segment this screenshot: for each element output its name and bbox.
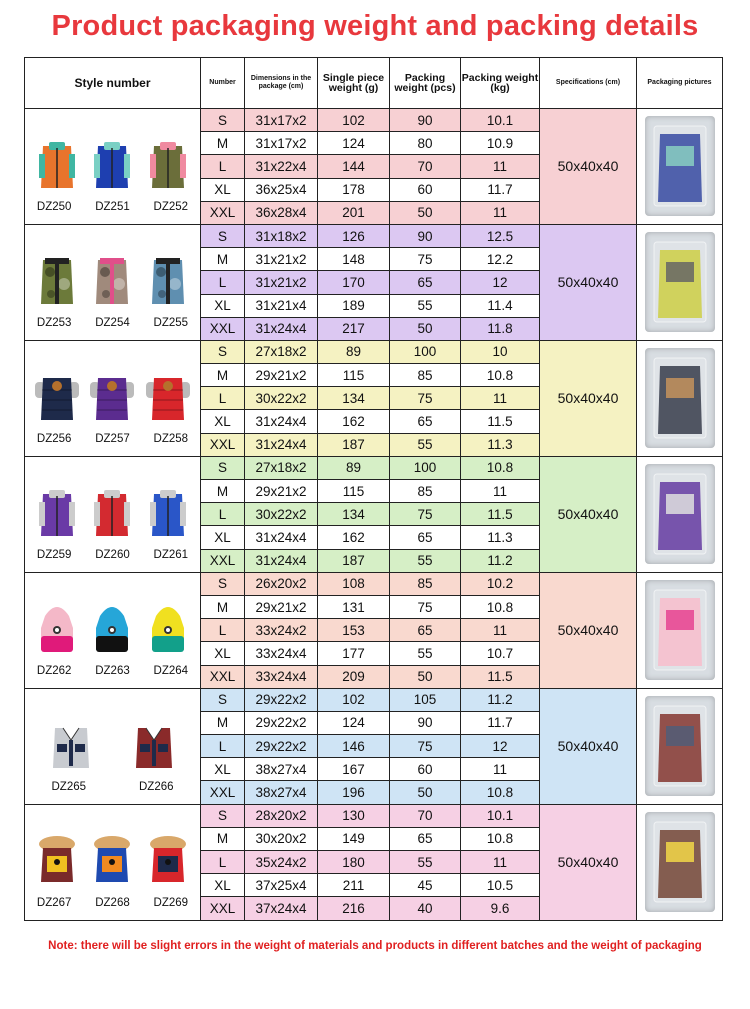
style-cell bbox=[25, 109, 201, 225]
header-packing-pcs: Packing weight (pcs) bbox=[390, 58, 461, 109]
packing-kg-cell: 11 bbox=[461, 387, 540, 410]
style-code: DZ258 bbox=[153, 433, 189, 446]
packing-pcs-cell: 70 bbox=[390, 155, 461, 178]
style-code: DZ263 bbox=[95, 665, 130, 678]
header-number: Number bbox=[201, 58, 245, 109]
dimensions-cell: 38x27x4 bbox=[245, 758, 318, 781]
size-cell: XL bbox=[201, 294, 245, 317]
dimensions-cell: 31x22x4 bbox=[245, 155, 318, 178]
dimensions-cell: 31x21x2 bbox=[245, 248, 318, 271]
single-weight-cell: 124 bbox=[318, 711, 390, 734]
header-dimensions: Dimensions in the package (cm) bbox=[245, 58, 318, 109]
garment-image bbox=[146, 366, 190, 429]
style-code: DZ259 bbox=[36, 549, 72, 562]
packaging-picture bbox=[637, 224, 723, 340]
single-weight-cell: 134 bbox=[318, 387, 390, 410]
style-code: DZ262 bbox=[36, 665, 72, 678]
size-cell: XL bbox=[201, 410, 245, 433]
size-cell: L bbox=[201, 735, 245, 758]
single-weight-cell: 201 bbox=[318, 201, 390, 224]
size-cell: XL bbox=[201, 526, 245, 549]
garment-image bbox=[49, 714, 93, 777]
packing-kg-cell: 11 bbox=[461, 480, 540, 503]
style-code: DZ266 bbox=[138, 781, 174, 794]
packing-kg-cell: 10 bbox=[461, 340, 540, 363]
garment-image bbox=[132, 714, 176, 777]
garment-image bbox=[146, 598, 190, 661]
single-weight-cell: 177 bbox=[318, 642, 390, 665]
dimensions-cell: 31x18x2 bbox=[245, 224, 318, 247]
packing-kg-cell: 11.2 bbox=[461, 549, 540, 572]
header-single-weight: Single piece weight (g) bbox=[318, 58, 390, 109]
single-weight-cell: 115 bbox=[318, 480, 390, 503]
single-weight-cell: 187 bbox=[318, 549, 390, 572]
packing-kg-cell: 10.9 bbox=[461, 132, 540, 155]
packing-kg-cell: 10.8 bbox=[461, 595, 540, 618]
dimensions-cell: 28x20x2 bbox=[245, 804, 318, 827]
packaging-picture bbox=[637, 456, 723, 572]
specification-cell: 50x40x40 bbox=[540, 572, 637, 688]
packing-pcs-cell: 50 bbox=[390, 781, 461, 804]
table-row bbox=[25, 572, 723, 595]
table-row bbox=[25, 688, 723, 711]
single-weight-cell: 144 bbox=[318, 155, 390, 178]
size-cell: M bbox=[201, 132, 245, 155]
single-weight-cell: 162 bbox=[318, 526, 390, 549]
size-cell: S bbox=[201, 804, 245, 827]
packing-pcs-cell: 100 bbox=[390, 456, 461, 479]
dimensions-cell: 37x25x4 bbox=[245, 874, 318, 897]
packing-kg-cell: 11.8 bbox=[461, 317, 540, 340]
style-code: DZ267 bbox=[36, 897, 72, 910]
garment-image bbox=[90, 830, 134, 893]
style-code: DZ260 bbox=[95, 549, 130, 562]
table-row bbox=[25, 804, 723, 827]
size-cell: XXL bbox=[201, 433, 245, 456]
dimensions-cell: 29x22x2 bbox=[245, 688, 318, 711]
packing-pcs-cell: 75 bbox=[390, 595, 461, 618]
size-cell: S bbox=[201, 109, 245, 132]
size-cell: S bbox=[201, 572, 245, 595]
packing-kg-cell: 10.8 bbox=[461, 364, 540, 387]
packing-table bbox=[24, 57, 723, 921]
packing-pcs-cell: 65 bbox=[390, 526, 461, 549]
single-weight-cell: 89 bbox=[318, 340, 390, 363]
packing-pcs-cell: 90 bbox=[390, 224, 461, 247]
garment-image bbox=[90, 250, 134, 313]
single-weight-cell: 149 bbox=[318, 827, 390, 850]
size-cell: S bbox=[201, 456, 245, 479]
size-cell: XXL bbox=[201, 781, 245, 804]
garment-image bbox=[146, 134, 190, 197]
size-cell: M bbox=[201, 827, 245, 850]
size-cell: L bbox=[201, 271, 245, 294]
dimensions-cell: 37x24x4 bbox=[245, 897, 318, 920]
packing-kg-cell: 10.8 bbox=[461, 456, 540, 479]
packaging-picture bbox=[637, 340, 723, 456]
table-row bbox=[25, 340, 723, 363]
dimensions-cell: 31x24x4 bbox=[245, 410, 318, 433]
garment-image bbox=[146, 482, 190, 545]
table-row bbox=[25, 109, 723, 132]
size-cell: L bbox=[201, 503, 245, 526]
single-weight-cell: 153 bbox=[318, 619, 390, 642]
style-cell bbox=[25, 340, 201, 456]
packing-pcs-cell: 55 bbox=[390, 549, 461, 572]
garment-image bbox=[146, 250, 190, 313]
style-code: DZ268 bbox=[95, 897, 130, 910]
single-weight-cell: 189 bbox=[318, 294, 390, 317]
size-cell: XXL bbox=[201, 317, 245, 340]
dimensions-cell: 31x21x4 bbox=[245, 294, 318, 317]
single-weight-cell: 102 bbox=[318, 688, 390, 711]
size-cell: M bbox=[201, 711, 245, 734]
dimensions-cell: 29x21x2 bbox=[245, 595, 318, 618]
packing-pcs-cell: 50 bbox=[390, 665, 461, 688]
packing-kg-cell: 11 bbox=[461, 758, 540, 781]
specification-cell: 50x40x40 bbox=[540, 804, 637, 920]
header-specifications: Specifications (cm) bbox=[540, 58, 637, 109]
garment-image bbox=[90, 482, 134, 545]
specification-cell: 50x40x40 bbox=[540, 224, 637, 340]
size-cell: XL bbox=[201, 874, 245, 897]
single-weight-cell: 209 bbox=[318, 665, 390, 688]
size-cell: XXL bbox=[201, 665, 245, 688]
packing-kg-cell: 12 bbox=[461, 271, 540, 294]
size-cell: S bbox=[201, 688, 245, 711]
packing-pcs-cell: 60 bbox=[390, 758, 461, 781]
garment-image bbox=[35, 250, 79, 313]
garment-image bbox=[90, 366, 134, 429]
style-cell bbox=[25, 456, 201, 572]
packing-kg-cell: 9.6 bbox=[461, 897, 540, 920]
style-code: DZ250 bbox=[36, 201, 72, 214]
size-cell: XXL bbox=[201, 897, 245, 920]
size-cell: M bbox=[201, 364, 245, 387]
single-weight-cell: 89 bbox=[318, 456, 390, 479]
packing-pcs-cell: 65 bbox=[390, 827, 461, 850]
packing-kg-cell: 11.7 bbox=[461, 711, 540, 734]
packing-pcs-cell: 80 bbox=[390, 132, 461, 155]
packing-pcs-cell: 90 bbox=[390, 109, 461, 132]
single-weight-cell: 131 bbox=[318, 595, 390, 618]
packing-pcs-cell: 55 bbox=[390, 294, 461, 317]
single-weight-cell: 146 bbox=[318, 735, 390, 758]
size-cell: M bbox=[201, 480, 245, 503]
dimensions-cell: 26x20x2 bbox=[245, 572, 318, 595]
dimensions-cell: 31x21x2 bbox=[245, 271, 318, 294]
dimensions-cell: 29x21x2 bbox=[245, 480, 318, 503]
garment-image bbox=[146, 830, 190, 893]
packaging-picture bbox=[637, 688, 723, 804]
style-code: DZ265 bbox=[51, 781, 87, 794]
packing-pcs-cell: 50 bbox=[390, 201, 461, 224]
packing-kg-cell: 11.2 bbox=[461, 688, 540, 711]
size-cell: L bbox=[201, 619, 245, 642]
dimensions-cell: 27x18x2 bbox=[245, 456, 318, 479]
packing-kg-cell: 10.5 bbox=[461, 874, 540, 897]
dimensions-cell: 30x20x2 bbox=[245, 827, 318, 850]
packing-pcs-cell: 60 bbox=[390, 178, 461, 201]
dimensions-cell: 29x22x2 bbox=[245, 735, 318, 758]
packing-pcs-cell: 85 bbox=[390, 572, 461, 595]
size-cell: XL bbox=[201, 758, 245, 781]
single-weight-cell: 211 bbox=[318, 874, 390, 897]
style-code: DZ264 bbox=[153, 665, 189, 678]
garment-image bbox=[90, 598, 134, 661]
packing-pcs-cell: 105 bbox=[390, 688, 461, 711]
packing-pcs-cell: 85 bbox=[390, 364, 461, 387]
single-weight-cell: 167 bbox=[318, 758, 390, 781]
specification-cell: 50x40x40 bbox=[540, 688, 637, 804]
packing-pcs-cell: 75 bbox=[390, 387, 461, 410]
dimensions-cell: 29x21x2 bbox=[245, 364, 318, 387]
header-packaging-pictures: Packaging pictures bbox=[637, 58, 723, 109]
dimensions-cell: 30x22x2 bbox=[245, 387, 318, 410]
style-cell bbox=[25, 572, 201, 688]
dimensions-cell: 31x24x4 bbox=[245, 433, 318, 456]
dimensions-cell: 31x24x4 bbox=[245, 526, 318, 549]
size-cell: XL bbox=[201, 178, 245, 201]
packing-kg-cell: 11 bbox=[461, 201, 540, 224]
garment-image bbox=[35, 134, 79, 197]
packing-kg-cell: 10.7 bbox=[461, 642, 540, 665]
single-weight-cell: 102 bbox=[318, 109, 390, 132]
dimensions-cell: 30x22x2 bbox=[245, 503, 318, 526]
garment-image bbox=[35, 830, 79, 893]
header-style-number: Style number bbox=[25, 58, 201, 109]
style-cell bbox=[25, 804, 201, 920]
single-weight-cell: 124 bbox=[318, 132, 390, 155]
packing-pcs-cell: 70 bbox=[390, 804, 461, 827]
dimensions-cell: 33x24x2 bbox=[245, 619, 318, 642]
packing-kg-cell: 10.8 bbox=[461, 781, 540, 804]
style-cell bbox=[25, 688, 201, 804]
packing-kg-cell: 11 bbox=[461, 619, 540, 642]
style-code: DZ251 bbox=[95, 201, 130, 214]
single-weight-cell: 178 bbox=[318, 178, 390, 201]
packing-pcs-cell: 45 bbox=[390, 874, 461, 897]
style-code: DZ256 bbox=[36, 433, 72, 446]
garment-image bbox=[90, 134, 134, 197]
single-weight-cell: 180 bbox=[318, 851, 390, 874]
page-title: Product packaging weight and packing details bbox=[51, 10, 699, 42]
single-weight-cell: 216 bbox=[318, 897, 390, 920]
single-weight-cell: 115 bbox=[318, 364, 390, 387]
dimensions-cell: 33x24x4 bbox=[245, 642, 318, 665]
packing-pcs-cell: 65 bbox=[390, 271, 461, 294]
single-weight-cell: 217 bbox=[318, 317, 390, 340]
packing-kg-cell: 11.5 bbox=[461, 503, 540, 526]
style-code: DZ257 bbox=[95, 433, 130, 446]
garment-image bbox=[35, 482, 79, 545]
specification-cell: 50x40x40 bbox=[540, 340, 637, 456]
packing-kg-cell: 10.1 bbox=[461, 804, 540, 827]
dimensions-cell: 31x17x2 bbox=[245, 132, 318, 155]
table-row bbox=[25, 456, 723, 479]
header-packing-kg: Packing weight (kg) bbox=[461, 58, 540, 109]
single-weight-cell: 134 bbox=[318, 503, 390, 526]
packing-pcs-cell: 50 bbox=[390, 317, 461, 340]
packaging-picture bbox=[637, 109, 723, 225]
style-cell bbox=[25, 224, 201, 340]
packing-kg-cell: 10.1 bbox=[461, 109, 540, 132]
size-cell: XXL bbox=[201, 549, 245, 572]
size-cell: L bbox=[201, 387, 245, 410]
packing-pcs-cell: 65 bbox=[390, 410, 461, 433]
style-code: DZ269 bbox=[153, 897, 189, 910]
packing-kg-cell: 11.4 bbox=[461, 294, 540, 317]
dimensions-cell: 31x24x4 bbox=[245, 549, 318, 572]
footnote: Note: there will be slight errors in the weight of materials and products in different batches and the weight of packaging bbox=[48, 940, 702, 952]
packing-kg-cell: 10.2 bbox=[461, 572, 540, 595]
style-code: DZ254 bbox=[95, 317, 130, 330]
dimensions-cell: 38x27x4 bbox=[245, 781, 318, 804]
packing-pcs-cell: 55 bbox=[390, 433, 461, 456]
packing-kg-cell: 11.5 bbox=[461, 665, 540, 688]
packing-kg-cell: 11.3 bbox=[461, 526, 540, 549]
dimensions-cell: 36x25x4 bbox=[245, 178, 318, 201]
garment-image bbox=[35, 366, 79, 429]
single-weight-cell: 148 bbox=[318, 248, 390, 271]
size-cell: L bbox=[201, 155, 245, 178]
style-code: DZ253 bbox=[36, 317, 72, 330]
packing-kg-cell: 11.5 bbox=[461, 410, 540, 433]
dimensions-cell: 27x18x2 bbox=[245, 340, 318, 363]
packing-kg-cell: 11.3 bbox=[461, 433, 540, 456]
size-cell: XL bbox=[201, 642, 245, 665]
specification-cell: 50x40x40 bbox=[540, 109, 637, 225]
table-row bbox=[25, 224, 723, 247]
packing-kg-cell: 11.7 bbox=[461, 178, 540, 201]
single-weight-cell: 162 bbox=[318, 410, 390, 433]
packing-kg-cell: 11 bbox=[461, 851, 540, 874]
size-cell: M bbox=[201, 248, 245, 271]
single-weight-cell: 130 bbox=[318, 804, 390, 827]
packing-pcs-cell: 55 bbox=[390, 642, 461, 665]
packing-pcs-cell: 65 bbox=[390, 619, 461, 642]
packing-kg-cell: 11 bbox=[461, 155, 540, 178]
dimensions-cell: 29x22x2 bbox=[245, 711, 318, 734]
packing-kg-cell: 12 bbox=[461, 735, 540, 758]
size-cell: S bbox=[201, 340, 245, 363]
packing-kg-cell: 12.2 bbox=[461, 248, 540, 271]
packaging-picture bbox=[637, 804, 723, 920]
garment-image bbox=[35, 598, 79, 661]
dimensions-cell: 36x28x4 bbox=[245, 201, 318, 224]
single-weight-cell: 196 bbox=[318, 781, 390, 804]
dimensions-cell: 33x24x4 bbox=[245, 665, 318, 688]
packing-kg-cell: 12.5 bbox=[461, 224, 540, 247]
packing-pcs-cell: 75 bbox=[390, 503, 461, 526]
single-weight-cell: 108 bbox=[318, 572, 390, 595]
style-code: DZ261 bbox=[153, 549, 189, 562]
packing-pcs-cell: 90 bbox=[390, 711, 461, 734]
packing-pcs-cell: 100 bbox=[390, 340, 461, 363]
style-code: DZ252 bbox=[153, 201, 189, 214]
single-weight-cell: 187 bbox=[318, 433, 390, 456]
packing-pcs-cell: 55 bbox=[390, 851, 461, 874]
size-cell: M bbox=[201, 595, 245, 618]
packaging-picture bbox=[637, 572, 723, 688]
size-cell: S bbox=[201, 224, 245, 247]
dimensions-cell: 31x17x2 bbox=[245, 109, 318, 132]
packing-pcs-cell: 75 bbox=[390, 248, 461, 271]
packing-kg-cell: 10.8 bbox=[461, 827, 540, 850]
single-weight-cell: 170 bbox=[318, 271, 390, 294]
packing-pcs-cell: 40 bbox=[390, 897, 461, 920]
dimensions-cell: 35x24x2 bbox=[245, 851, 318, 874]
specification-cell: 50x40x40 bbox=[540, 456, 637, 572]
packing-pcs-cell: 85 bbox=[390, 480, 461, 503]
dimensions-cell: 31x24x4 bbox=[245, 317, 318, 340]
single-weight-cell: 126 bbox=[318, 224, 390, 247]
size-cell: XXL bbox=[201, 201, 245, 224]
size-cell: L bbox=[201, 851, 245, 874]
packing-pcs-cell: 75 bbox=[390, 735, 461, 758]
style-code: DZ255 bbox=[153, 317, 189, 330]
